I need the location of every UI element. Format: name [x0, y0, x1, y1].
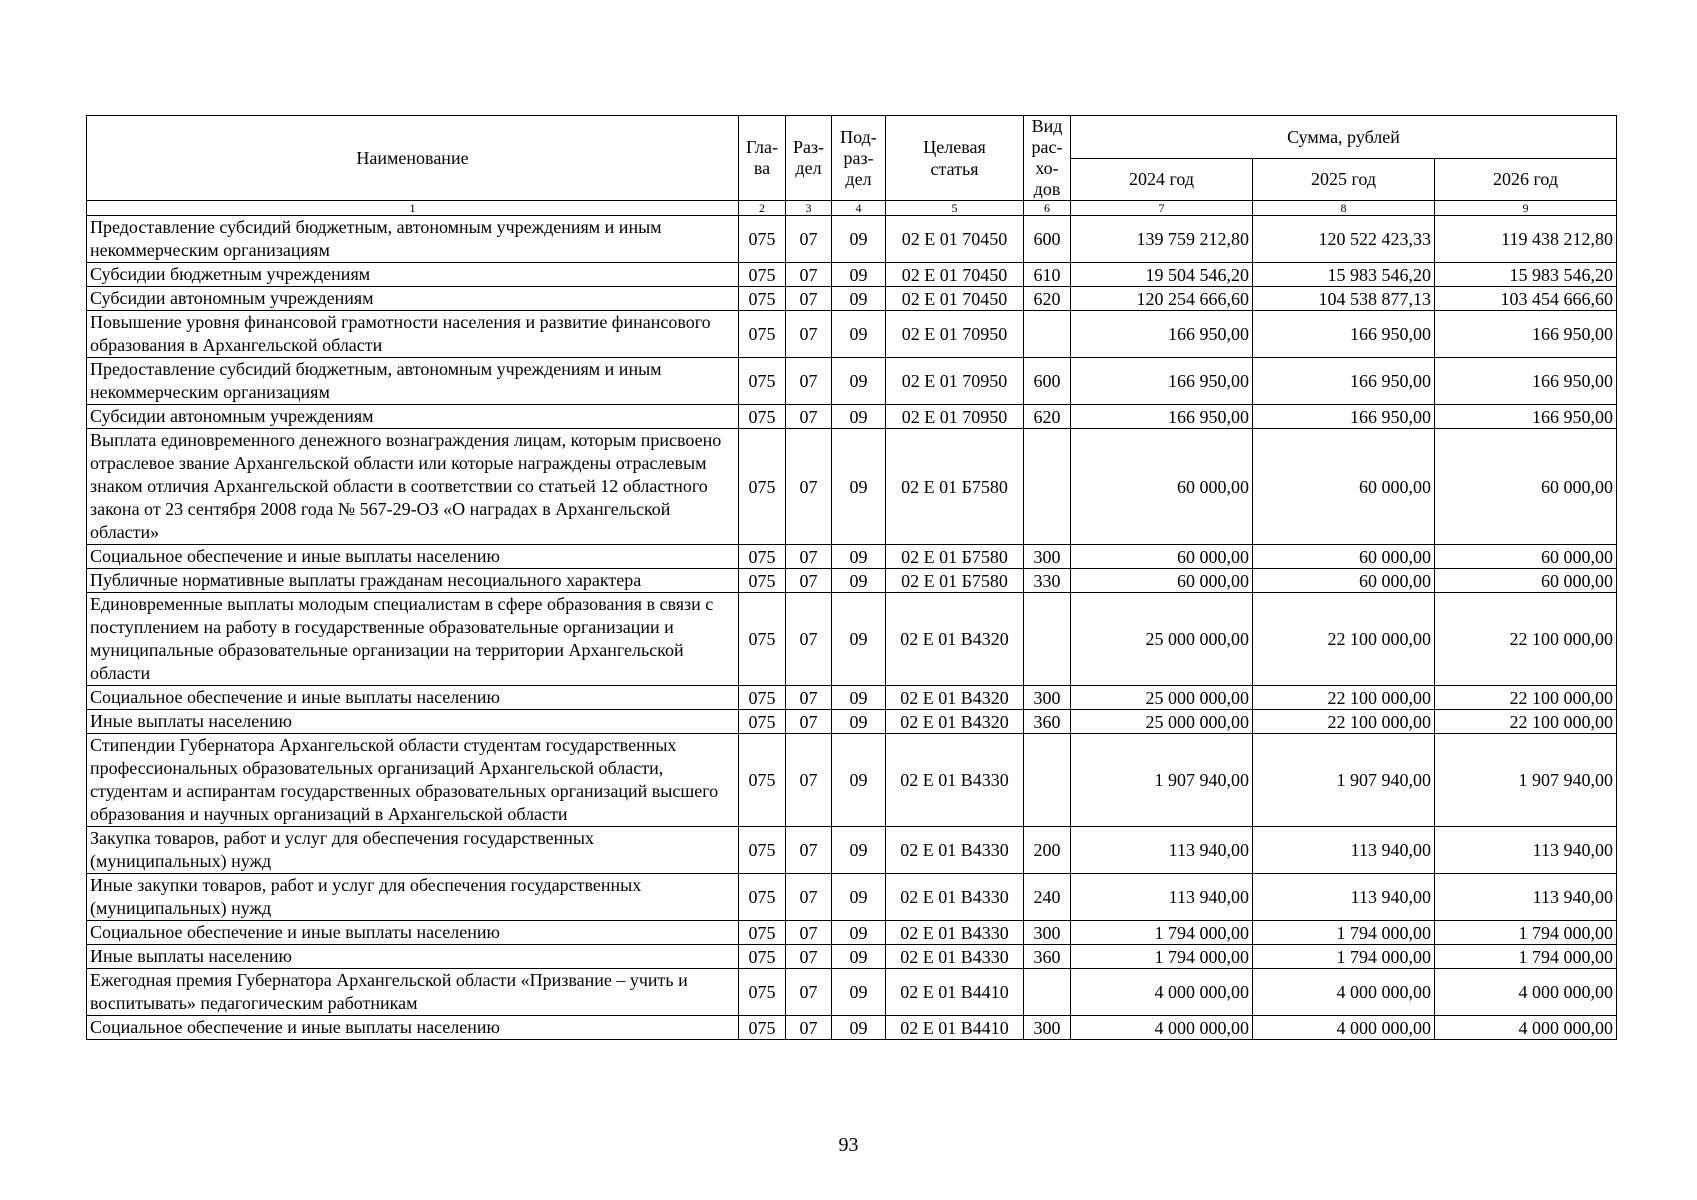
header-chapter [739, 116, 786, 201]
row-name: Иные выплаты населению [87, 945, 739, 969]
row-sum-2026: 60 000,00 [1435, 545, 1617, 569]
row-section: 07 [786, 216, 832, 263]
row-subsection: 09 [832, 216, 886, 263]
header-chapter-text: Гла- ва [745, 137, 779, 178]
header-target-article [886, 116, 1024, 201]
table-row [87, 358, 1617, 405]
table-row [87, 921, 1617, 945]
row-sum-2026: 4 000 000,00 [1435, 1016, 1617, 1040]
row-section: 07 [786, 710, 832, 734]
row-sum-2026: 15 983 546,20 [1435, 263, 1617, 287]
row-expense-type [1024, 734, 1071, 827]
column-number: 2 [739, 201, 786, 216]
table-row [87, 734, 1617, 827]
row-subsection: 09 [832, 945, 886, 969]
header-section-text: Раз- дел [792, 137, 825, 178]
row-subsection: 09 [832, 569, 886, 593]
row-chapter: 075 [739, 921, 786, 945]
row-name: Выплата единовременного денежного вознаграждения лицам, которым присвоено отраслевое звание Архангельской области или которые награждены отраслевым знаком отличия Архангельской области в соответствии со статьей 12 областного закона от 23 сентября 2008 года № 567-29-ОЗ «О наградах в Архангельской области» [87, 429, 739, 545]
row-sum-2025: 15 983 546,20 [1253, 263, 1435, 287]
row-section: 07 [786, 734, 832, 827]
row-target-article: 02 Е 01 70950 [886, 405, 1024, 429]
table-row [87, 969, 1617, 1016]
row-chapter: 075 [739, 945, 786, 969]
row-section: 07 [786, 945, 832, 969]
row-sum-2026: 166 950,00 [1435, 311, 1617, 358]
row-sum-2026: 60 000,00 [1435, 429, 1617, 545]
row-target-article: 02 Е 01 Б7580 [886, 545, 1024, 569]
table-row [87, 874, 1617, 921]
row-subsection: 09 [832, 710, 886, 734]
row-sum-2024: 1 794 000,00 [1071, 921, 1253, 945]
row-sum-2024: 60 000,00 [1071, 569, 1253, 593]
row-expense-type: 600 [1024, 358, 1071, 405]
row-subsection: 09 [832, 358, 886, 405]
row-chapter: 075 [739, 358, 786, 405]
row-sum-2025: 22 100 000,00 [1253, 710, 1435, 734]
row-target-article: 02 Е 01 70950 [886, 358, 1024, 405]
row-name: Иные закупки товаров, работ и услуг для обеспечения государственных (муниципальных) нужд [87, 874, 739, 921]
row-subsection: 09 [832, 969, 886, 1016]
row-chapter: 075 [739, 311, 786, 358]
row-target-article: 02 Е 01 В4320 [886, 686, 1024, 710]
row-target-article: 02 Е 01 В4330 [886, 734, 1024, 827]
table-row [87, 686, 1617, 710]
column-number: 9 [1435, 201, 1617, 216]
column-number: 1 [87, 201, 739, 216]
row-expense-type: 330 [1024, 569, 1071, 593]
row-target-article: 02 Е 01 В4330 [886, 945, 1024, 969]
row-target-article: 02 Е 01 В4330 [886, 874, 1024, 921]
row-sum-2024: 120 254 666,60 [1071, 287, 1253, 311]
row-subsection: 09 [832, 405, 886, 429]
row-expense-type: 620 [1024, 287, 1071, 311]
row-name: Субсидии бюджетным учреждениям [87, 263, 739, 287]
row-sum-2026: 103 454 666,60 [1435, 287, 1617, 311]
table-row [87, 593, 1617, 686]
row-sum-2026: 166 950,00 [1435, 405, 1617, 429]
row-sum-2024: 60 000,00 [1071, 429, 1253, 545]
row-section: 07 [786, 921, 832, 945]
row-subsection: 09 [832, 311, 886, 358]
table-row [87, 405, 1617, 429]
header-year-2024: 2024 год [1071, 158, 1253, 201]
row-chapter: 075 [739, 216, 786, 263]
row-expense-type: 600 [1024, 216, 1071, 263]
header-name: Наименование [87, 116, 739, 201]
header-section [786, 116, 832, 201]
row-section: 07 [786, 593, 832, 686]
table-row [87, 827, 1617, 874]
budget-table [86, 115, 1617, 1040]
row-sum-2025: 1 794 000,00 [1253, 921, 1435, 945]
row-target-article: 02 Е 01 В4330 [886, 921, 1024, 945]
header-sum: Сумма, рублей [1071, 116, 1617, 159]
row-subsection: 09 [832, 921, 886, 945]
row-name: Предоставление субсидий бюджетным, автономным учреждениям и иным некоммерческим организациям [87, 216, 739, 263]
row-subsection: 09 [832, 263, 886, 287]
row-sum-2026: 22 100 000,00 [1435, 686, 1617, 710]
row-sum-2025: 166 950,00 [1253, 358, 1435, 405]
row-subsection: 09 [832, 287, 886, 311]
row-sum-2026: 1 907 940,00 [1435, 734, 1617, 827]
row-section: 07 [786, 287, 832, 311]
table-row [87, 710, 1617, 734]
row-sum-2026: 22 100 000,00 [1435, 593, 1617, 686]
row-sum-2026: 113 940,00 [1435, 827, 1617, 874]
row-sum-2025: 60 000,00 [1253, 429, 1435, 545]
row-section: 07 [786, 405, 832, 429]
header-expense-type [1024, 116, 1071, 201]
column-numbers-row [87, 201, 1617, 216]
row-target-article: 02 Е 01 В4410 [886, 969, 1024, 1016]
row-expense-type: 360 [1024, 710, 1071, 734]
row-subsection: 09 [832, 874, 886, 921]
column-number: 8 [1253, 201, 1435, 216]
row-chapter: 075 [739, 710, 786, 734]
header-subsection-text: Под- раз- дел [840, 126, 877, 189]
row-sum-2024: 60 000,00 [1071, 545, 1253, 569]
row-sum-2024: 139 759 212,80 [1071, 216, 1253, 263]
table-row [87, 311, 1617, 358]
row-chapter: 075 [739, 287, 786, 311]
row-expense-type: 620 [1024, 405, 1071, 429]
row-sum-2024: 1 907 940,00 [1071, 734, 1253, 827]
row-chapter: 075 [739, 734, 786, 827]
table-row [87, 429, 1617, 545]
row-target-article: 02 Е 01 70450 [886, 287, 1024, 311]
row-chapter: 075 [739, 1016, 786, 1040]
row-target-article: 02 Е 01 В4320 [886, 593, 1024, 686]
row-target-article: 02 Е 01 70450 [886, 216, 1024, 263]
row-sum-2024: 166 950,00 [1071, 358, 1253, 405]
table-row [87, 545, 1617, 569]
row-sum-2025: 113 940,00 [1253, 827, 1435, 874]
row-sum-2025: 166 950,00 [1253, 311, 1435, 358]
row-target-article: 02 Е 01 70950 [886, 311, 1024, 358]
table-row [87, 945, 1617, 969]
row-target-article: 02 Е 01 В4410 [886, 1016, 1024, 1040]
header-subsection [832, 116, 886, 201]
row-chapter: 075 [739, 405, 786, 429]
row-sum-2025: 60 000,00 [1253, 569, 1435, 593]
header-year-2026: 2026 год [1435, 158, 1617, 201]
row-sum-2025: 113 940,00 [1253, 874, 1435, 921]
row-name: Социальное обеспечение и иные выплаты населению [87, 921, 739, 945]
table-row [87, 216, 1617, 263]
column-number: 5 [886, 201, 1024, 216]
row-section: 07 [786, 545, 832, 569]
row-sum-2025: 60 000,00 [1253, 545, 1435, 569]
row-expense-type: 300 [1024, 1016, 1071, 1040]
row-section: 07 [786, 311, 832, 358]
row-sum-2025: 4 000 000,00 [1253, 969, 1435, 1016]
table-header [87, 116, 1617, 216]
row-sum-2025: 120 522 423,33 [1253, 216, 1435, 263]
row-name: Единовременные выплаты молодым специалистам в сфере образования в связи с поступлением на работу в государственные образовательные организации и муниципальные образовательные организации на территории Архангельской области [87, 593, 739, 686]
header-year-2025: 2025 год [1253, 158, 1435, 201]
row-sum-2026: 4 000 000,00 [1435, 969, 1617, 1016]
column-number: 7 [1071, 201, 1253, 216]
row-sum-2026: 166 950,00 [1435, 358, 1617, 405]
row-section: 07 [786, 569, 832, 593]
column-number: 3 [786, 201, 832, 216]
row-chapter: 075 [739, 827, 786, 874]
row-sum-2024: 25 000 000,00 [1071, 710, 1253, 734]
row-chapter: 075 [739, 686, 786, 710]
row-expense-type: 300 [1024, 686, 1071, 710]
row-sum-2025: 1 907 940,00 [1253, 734, 1435, 827]
row-sum-2026: 60 000,00 [1435, 569, 1617, 593]
row-sum-2026: 22 100 000,00 [1435, 710, 1617, 734]
page-number: 93 [838, 1134, 859, 1156]
table-body [87, 216, 1617, 1040]
row-sum-2024: 25 000 000,00 [1071, 686, 1253, 710]
row-name: Повышение уровня финансовой грамотности населения и развитие финансового образования в Архангельской области [87, 311, 739, 358]
row-chapter: 075 [739, 429, 786, 545]
row-name: Ежегодная премия Губернатора Архангельской области «Призвание – учить и воспитывать» педагогическим работникам [87, 969, 739, 1016]
row-name: Публичные нормативные выплаты гражданам несоциального характера [87, 569, 739, 593]
row-sum-2024: 1 794 000,00 [1071, 945, 1253, 969]
row-subsection: 09 [832, 827, 886, 874]
row-sum-2024: 25 000 000,00 [1071, 593, 1253, 686]
row-target-article: 02 Е 01 В4330 [886, 827, 1024, 874]
row-sum-2025: 166 950,00 [1253, 405, 1435, 429]
row-name: Субсидии автономным учреждениям [87, 287, 739, 311]
row-chapter: 075 [739, 263, 786, 287]
row-expense-type [1024, 593, 1071, 686]
row-name: Стипендии Губернатора Архангельской области студентам государственных профессиональных образовательных организаций Архангельской области, студентам и аспирантам государственных образовательных организаций высшего образования и научных организаций в Архангельской области [87, 734, 739, 827]
row-sum-2025: 22 100 000,00 [1253, 593, 1435, 686]
row-subsection: 09 [832, 1016, 886, 1040]
row-name: Иные выплаты населению [87, 710, 739, 734]
row-name: Закупка товаров, работ и услуг для обеспечения государственных (муниципальных) нужд [87, 827, 739, 874]
row-subsection: 09 [832, 686, 886, 710]
header-expense-type-text: Вид рас- хо- дов [1031, 116, 1063, 199]
row-target-article: 02 Е 01 Б7580 [886, 429, 1024, 545]
table-row [87, 263, 1617, 287]
row-expense-type: 610 [1024, 263, 1071, 287]
row-name: Социальное обеспечение и иные выплаты населению [87, 686, 739, 710]
column-number: 4 [832, 201, 886, 216]
row-section: 07 [786, 1016, 832, 1040]
row-name: Субсидии автономным учреждениям [87, 405, 739, 429]
row-sum-2024: 19 504 546,20 [1071, 263, 1253, 287]
row-expense-type: 360 [1024, 945, 1071, 969]
row-name: Предоставление субсидий бюджетным, автономным учреждениям и иным некоммерческим организациям [87, 358, 739, 405]
row-sum-2025: 4 000 000,00 [1253, 1016, 1435, 1040]
table-row [87, 569, 1617, 593]
row-sum-2024: 166 950,00 [1071, 311, 1253, 358]
row-sum-2025: 22 100 000,00 [1253, 686, 1435, 710]
row-sum-2026: 1 794 000,00 [1435, 921, 1617, 945]
row-expense-type: 300 [1024, 545, 1071, 569]
row-sum-2026: 113 940,00 [1435, 874, 1617, 921]
row-subsection: 09 [832, 734, 886, 827]
row-section: 07 [786, 827, 832, 874]
row-name: Социальное обеспечение и иные выплаты населению [87, 1016, 739, 1040]
row-section: 07 [786, 429, 832, 545]
row-chapter: 075 [739, 569, 786, 593]
row-section: 07 [786, 874, 832, 921]
table-row [87, 1016, 1617, 1040]
row-subsection: 09 [832, 545, 886, 569]
row-section: 07 [786, 969, 832, 1016]
row-target-article: 02 Е 01 70450 [886, 263, 1024, 287]
row-sum-2024: 4 000 000,00 [1071, 1016, 1253, 1040]
table-row [87, 287, 1617, 311]
row-sum-2024: 113 940,00 [1071, 827, 1253, 874]
row-section: 07 [786, 358, 832, 405]
row-chapter: 075 [739, 969, 786, 1016]
row-subsection: 09 [832, 593, 886, 686]
row-sum-2024: 166 950,00 [1071, 405, 1253, 429]
row-chapter: 075 [739, 874, 786, 921]
row-chapter: 075 [739, 545, 786, 569]
row-name: Социальное обеспечение и иные выплаты населению [87, 545, 739, 569]
row-section: 07 [786, 263, 832, 287]
row-chapter: 075 [739, 593, 786, 686]
row-sum-2024: 4 000 000,00 [1071, 969, 1253, 1016]
row-section: 07 [786, 686, 832, 710]
row-expense-type [1024, 429, 1071, 545]
row-sum-2024: 113 940,00 [1071, 874, 1253, 921]
row-sum-2025: 104 538 877,13 [1253, 287, 1435, 311]
row-expense-type: 200 [1024, 827, 1071, 874]
header-target-article-text: Целевая статья [923, 137, 986, 179]
row-expense-type: 300 [1024, 921, 1071, 945]
row-expense-type: 240 [1024, 874, 1071, 921]
row-target-article: 02 Е 01 В4320 [886, 710, 1024, 734]
row-expense-type [1024, 311, 1071, 358]
row-expense-type [1024, 969, 1071, 1016]
row-subsection: 09 [832, 429, 886, 545]
row-sum-2026: 119 438 212,80 [1435, 216, 1617, 263]
row-target-article: 02 Е 01 Б7580 [886, 569, 1024, 593]
column-number: 6 [1024, 201, 1071, 216]
row-sum-2025: 1 794 000,00 [1253, 945, 1435, 969]
row-sum-2026: 1 794 000,00 [1435, 945, 1617, 969]
